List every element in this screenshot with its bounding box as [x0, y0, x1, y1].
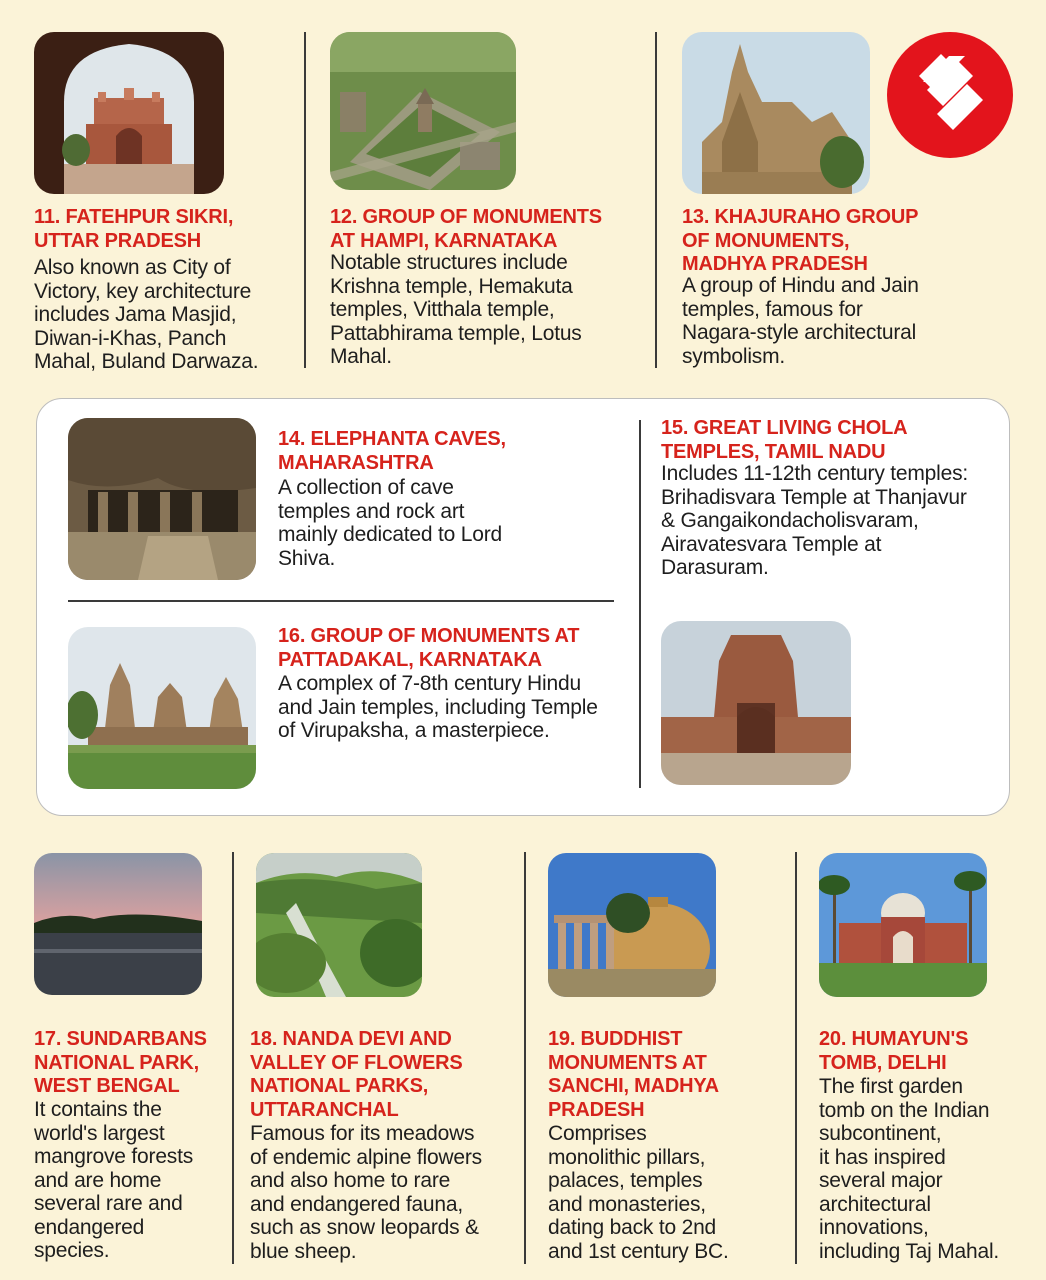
site-18-description: Famous for its meadows of endemic alpine flowers and also home to rare and endangered fauna, such as snow leopards & blue sheep.	[250, 1122, 482, 1263]
chola-temple-photo	[661, 621, 851, 785]
panel-divider-vertical	[639, 420, 641, 788]
divider-vertical	[304, 32, 306, 368]
site-19-description: Comprises monolithic pillars, palaces, temples and monasteries, dating back to 2nd and 1st century BC.	[548, 1122, 729, 1263]
site-19-title: 19. BUDDHIST MONUMENTS AT SANCHI, MADHYA PRADESH	[548, 1028, 719, 1121]
valley-of-flowers-photo	[256, 853, 422, 997]
hampi-photo	[330, 32, 516, 190]
sanchi-stupa-photo	[548, 853, 716, 997]
site-16-description: A complex of 7-8th century Hindu and Jain temples, including Temple of Virupaksha, a masterpiece.	[278, 672, 598, 742]
fatehpur-sikri-photo	[34, 32, 224, 194]
site-14-description: A collection of cave temples and rock art mainly dedicated to Lord Shiva.	[278, 476, 503, 570]
site-20-title: 20. HUMAYUN'S TOMB, DELHI	[819, 1028, 969, 1074]
elephanta-photo	[68, 418, 256, 580]
site-14-title: 14. ELEPHANTA CAVES, MAHARASHTRA	[278, 428, 506, 474]
sundarbans-photo	[34, 853, 202, 995]
site-13-title: 13. KHAJURAHO GROUP OF MONUMENTS, MADHYA PRADESH	[682, 206, 919, 275]
humayuns-tomb-photo	[819, 853, 987, 997]
site-17-description: It contains the world's largest mangrove forests and are home several rare and endangered species.	[34, 1098, 194, 1262]
site-15-description: Includes 11-12th century temples: Brihadisvara Temple at Thanjavur & Gangaikondacholisvaram, Airavatesvara Temple at Darasuram.	[661, 462, 969, 579]
site-17-title: 17. SUNDARBANS NATIONAL PARK, WEST BENGAL	[34, 1028, 207, 1097]
pattadakal-photo	[68, 627, 256, 789]
divider-vertical	[232, 852, 234, 1264]
site-20-description: The first garden tomb on the Indian subcontinent, it has inspired several major architectural innovations, including Taj Mahal.	[819, 1075, 1000, 1263]
site-15-title: 15. GREAT LIVING CHOLA TEMPLES, TAMIL NADU	[661, 417, 908, 463]
divider-vertical	[655, 32, 657, 368]
divider-vertical	[795, 852, 797, 1264]
panel-divider-horizontal	[68, 600, 614, 602]
site-12-title: 12. GROUP OF MONUMENTS AT HAMPI, KARNATAKA	[330, 206, 602, 252]
site-13-description: A group of Hindu and Jain temples, famous for Nagara-style architectural symbolism.	[682, 274, 919, 368]
site-12-description: Notable structures include Krishna temple, Hemakuta temples, Vitthala temple, Pattabhirama temple, Lotus Mahal.	[330, 251, 582, 368]
site-18-title: 18. NANDA DEVI AND VALLEY OF FLOWERS NATIONAL PARKS, UTTARANCHAL	[250, 1028, 463, 1121]
divider-vertical	[524, 852, 526, 1264]
site-16-title: 16. GROUP OF MONUMENTS AT PATTADAKAL, KARNATAKA	[278, 625, 580, 671]
indian-express-logo-icon	[887, 32, 1013, 158]
site-11-title: 11. FATEHPUR SIKRI, UTTAR PRADESH	[34, 206, 234, 252]
site-11-description: Also known as City of Victory, key architecture includes Jama Masjid, Diwan-i-Khas, Panch Mahal, Buland Darwaza.	[34, 256, 259, 373]
khajuraho-photo	[682, 32, 870, 194]
